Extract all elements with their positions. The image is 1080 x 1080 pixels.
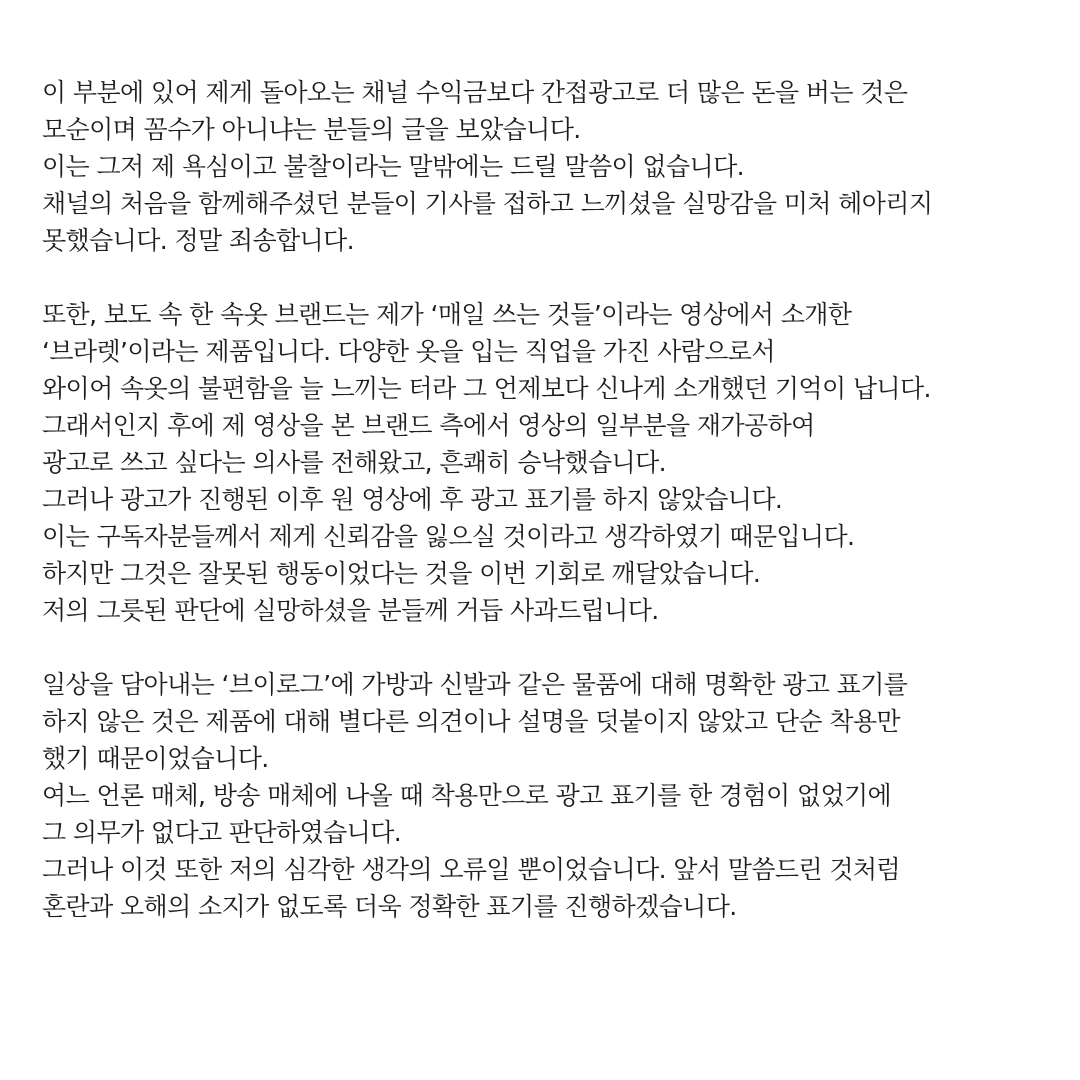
paragraph-3 [42, 666, 1052, 925]
text-line: 했기 때문이었습니다. [42, 744, 269, 773]
text-line: 이는 그저 제 욕심이고 불찰이라는 말밖에는 드릴 말씀이 없습니다. [42, 152, 744, 181]
text-line: 저의 그릇된 판단에 실망하셨을 분들께 거듭 사과드립니다. [42, 596, 659, 625]
text-line: 광고로 쓰고 싶다는 의사를 전해왔고, 흔쾌히 승낙했습니다. [42, 448, 666, 477]
paragraph-2 [42, 296, 1052, 629]
text-line: 그 의무가 없다고 판단하였습니다. [42, 818, 402, 847]
text-line: 그러나 이것 또한 저의 심각한 생각의 오류일 뿐이었습니다. 앞서 말씀드린 것처럼 [42, 855, 900, 884]
text-line: 또한, 보도 속 한 속옷 브랜드는 제가 ‘매일 쓰는 것들’이라는 영상에서 소개한 [42, 300, 852, 329]
text-line: 채널의 처음을 함께해주셨던 분들이 기사를 접하고 느끼셨을 실망감을 미처 헤아리지 [42, 189, 933, 218]
text-line: 혼란과 오해의 소지가 없도록 더욱 정확한 표기를 진행하겠습니다. [42, 892, 737, 921]
text-line: 이는 구독자분들께서 제게 신뢰감을 잃으실 것이라고 생각하였기 때문입니다. [42, 522, 855, 551]
text-line: 그래서인지 후에 제 영상을 본 브랜드 측에서 영상의 일부분을 재가공하여 [42, 411, 815, 440]
text-line: 일상을 담아내는 ‘브이로그’에 가방과 신발과 같은 물품에 대해 명확한 광고 표기를 [42, 670, 908, 699]
text-line: 와이어 속옷의 불편함을 늘 느끼는 터라 그 언제보다 신나게 소개했던 기억이 납니다. [42, 374, 931, 403]
text-line: ‘브라렛’이라는 제품입니다. 다양한 옷을 입는 직업을 가진 사람으로서 [42, 337, 775, 366]
text-line: 모순이며 꼼수가 아니냐는 분들의 글을 보았습니다. [42, 115, 581, 144]
text-line: 하지만 그것은 잘못된 행동이었다는 것을 이번 기회로 깨달았습니다. [42, 559, 761, 588]
text-line: 그러나 광고가 진행된 이후 원 영상에 후 광고 표기를 하지 않았습니다. [42, 485, 783, 514]
text-line: 이 부분에 있어 제게 돌아오는 채널 수익금보다 간접광고로 더 많은 돈을 버는 것은 [42, 78, 908, 107]
statement-text [42, 74, 1052, 962]
text-line: 여느 언론 매체, 방송 매체에 나올 때 착용만으로 광고 표기를 한 경험이 없었기에 [42, 781, 892, 810]
text-line: 못했습니다. 정말 죄송합니다. [42, 226, 354, 255]
paragraph-1 [42, 74, 1052, 259]
text-line: 하지 않은 것은 제품에 대해 별다른 의견이나 설명을 덧붙이지 않았고 단순 착용만 [42, 707, 900, 736]
